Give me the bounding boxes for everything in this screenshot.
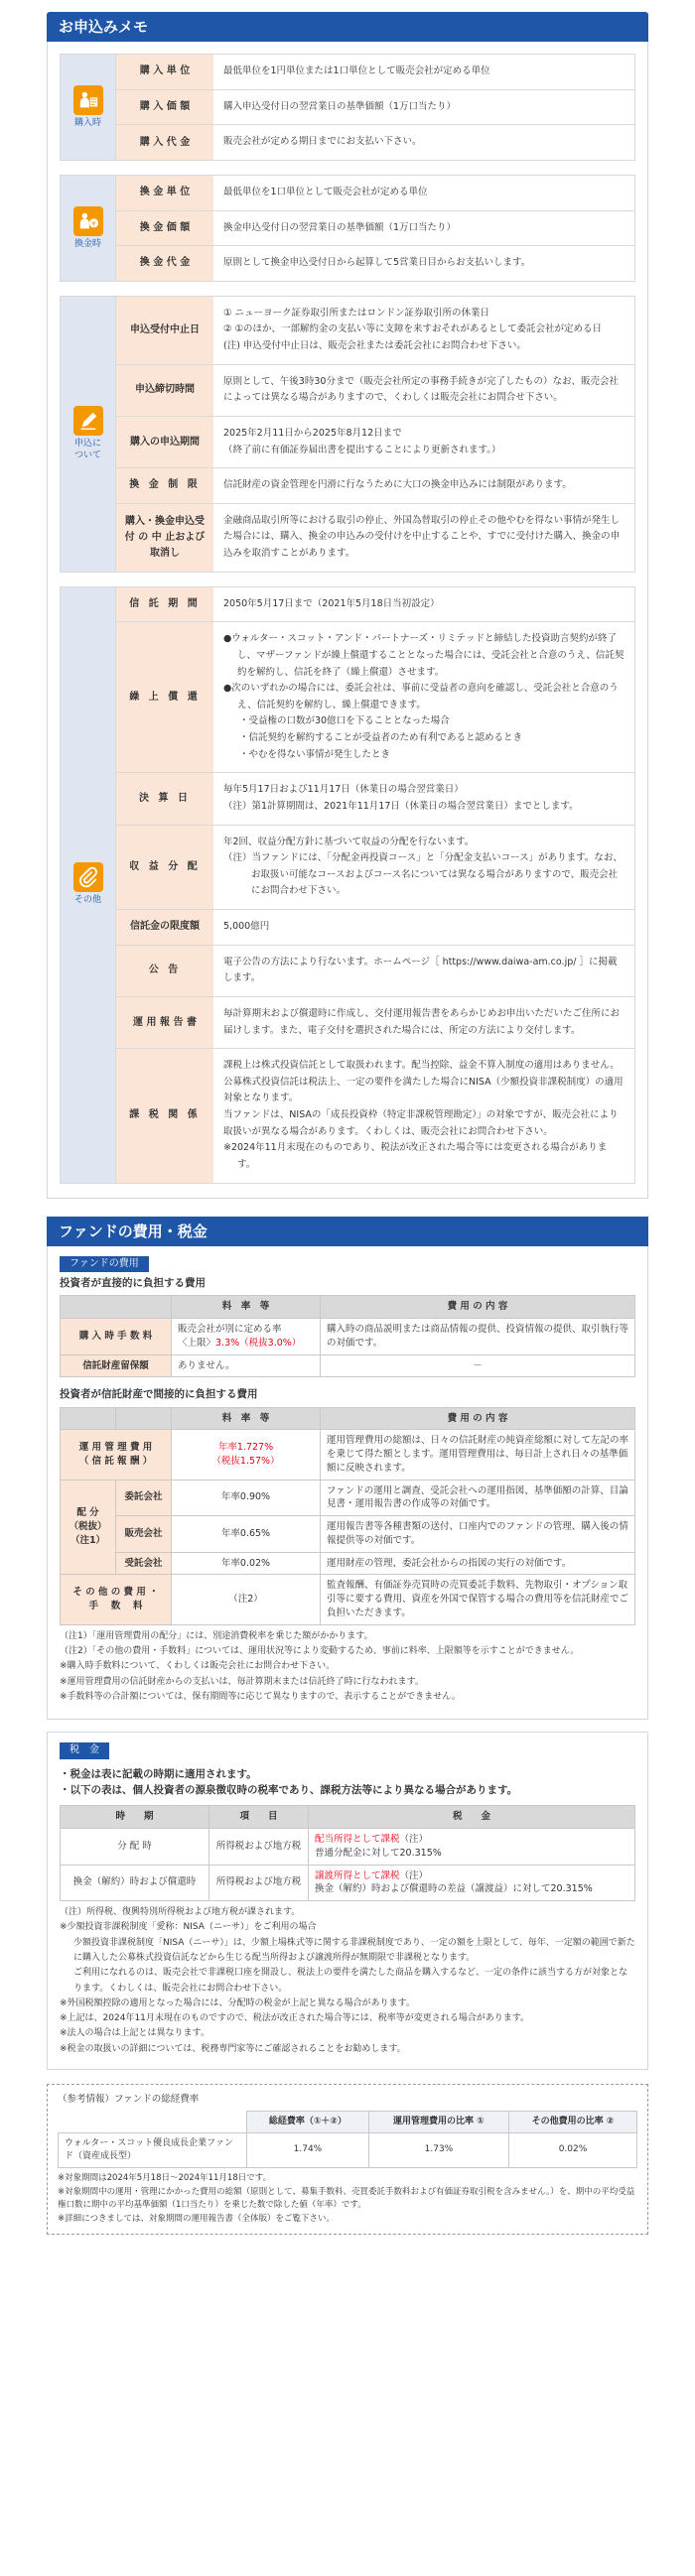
apply-group xyxy=(60,296,635,573)
period-row: 購入の申込期間 2025年2月11日から2025年8月12日まで （終了前に有価証券届出書を提出することにより更新されます。） xyxy=(116,417,634,468)
reference-box xyxy=(47,2084,648,2235)
purchase-row: 購 入 代 金 販売会社が定める期日までにお支払い下さい。 xyxy=(116,125,634,160)
fees-title: ファンドの費用・税金 xyxy=(47,1217,648,1246)
other-label: その他 xyxy=(73,895,101,906)
pen-icon xyxy=(73,406,103,436)
reference-notes: ※対象期間は2024年5月18日～2024年11月18日です。 ※対象期間中の運用・管理にかかった費用の総額（原則として、募集手数料、売買委託手数料および有価証券取引税を含みません。）を、期中の平均受益権口数に期中の平均基準価額（1口当たり）を乗じた数で除した値（年率）です。 ※詳細につきましては、対象期間の運用報告書（全体版）をご覧下さい。 xyxy=(58,2172,635,2224)
tax-notes: （注）所得税、復興特別所得税および地方税が課されます。 ※少額投資非課税制度「愛称：NISA（ニーサ）」をご利用の場合 少額投資非課税制度「NISA（ニーサ）」は、少額上場株式等に関する非課税制度であり、一定の額を上限として、毎年、一定額の範囲で新たに購入した公募株式投資信託などから生じる配当所得および譲渡所得が無期限で非課税となります。 ご利用になれるのは、販売会社で非課税口座を開設し、税法上の要件を満たした商品を購入するなど、一定の条件に該当する方が対象となります。くわしくは、販売会社にお問合わせ下さい。 ※外国税額控除の適用となった場合には、分配時の税金が上記と異なる場合があります。 ※上記は、2024年11月末現在のものですので、税法が改正された場合等には、税率等が変更される場合があります。 ※法人の場合は上記とは異なります。 ※税金の取扱いの詳細については、税務専門家等にご確認されることをお勧めします。 xyxy=(60,1907,635,2054)
limit-row: 換 金 制 限 信託財産の資金管理を円滑に行なうために大口の換金申込みには制限があります。 xyxy=(116,468,634,504)
fees-notes: （注1）「運用管理費用の配分」には、別途消費税率を乗じた額がかかります。 （注2）「その他の費用・手数料」については、運用状況等により変動するため、事前に料率、上限額等を示すことができません。 ※購入時手数料について、くわしくは販売会社にお問合わせ下さい。 ※運用管理費用の信託財産からの支払いは、毎計算期末または信託終了時に行なわれます。 ※手数料等の合計額については、保有期間等に応じて異なりますので、表示することができません。 xyxy=(60,1630,580,1702)
other-group xyxy=(60,586,635,1184)
tax-tag: 税 金 xyxy=(60,1742,109,1759)
table-row: 販売会社 年率0.65% 運用報告書等各種書類の送付、口座内でのファンドの管理、購入後の情報提供等の対価です。 xyxy=(61,1516,635,1553)
apply-label: 申込に ついて xyxy=(73,439,101,460)
suspend-row: 申込受付中止日 ① ニューヨーク証券取引所またはロンドン証券取引所の休業日 ② ①のほか、一部解約金の支払い等に支障を来すおそれがあるとして委託会社が定める日 (注) 申込受付中止日は、販売会社または委託会社にお問合わせ下さい。 xyxy=(116,297,634,365)
term-row: 信 託 期 間 2050年5月17日まで（2021年5月18日当初設定） xyxy=(116,587,634,623)
memo-title: お申込みメモ xyxy=(47,12,648,42)
table-row: 信託財産留保額 ありません。 － xyxy=(61,1354,635,1377)
redeem-group xyxy=(60,175,635,282)
direct-fees-title: 投資者が直接的に負担する費用 xyxy=(60,1277,206,1289)
redeem-row: 換 金 価 額 換金申込受付日の翌営業日の基準価額（1万口当たり） xyxy=(116,211,634,247)
reference-title: （参考情報）ファンドの総経費率 xyxy=(58,2094,200,2106)
report-row: 運 用 報 告 書 毎計算期末および償還時に作成し、交付運用報告書をあらかじめお申出いただいたご住所にお届けします。また、電子交付を選択された場合には、所定の方法により交付します。 xyxy=(116,997,634,1049)
distribution-row: 収 益 分 配 年2回、収益分配方針に基づいて収益の分配を行ないます。 （注）当ファンドには、「分配金再投資コース」と「分配金支払いコース」があります。なお、お取扱い可能なコースおよびコース名については異なる場合がありますので、販売会社にお問合わせ下さい。 xyxy=(116,826,634,911)
redeem-row: 換 金 単 位 最低単位を1口単位として販売会社が定める単位 xyxy=(116,176,634,211)
table-row: 分 配 時 所得税および地方税 配当所得として課税（注） 普通分配金に対して20.315% xyxy=(61,1829,635,1866)
table-row: 換金（解約）時および償還時 所得税および地方税 譲渡所得として課税（注） 換金（解約）時および償還時の差益（譲渡益）に対して20.315% xyxy=(61,1865,635,1901)
notice-row: 公 告 電子公告の方法により行ないます。ホームページ［ https://www.daiwa-am.co.jp/ ］に掲載します。 xyxy=(116,946,634,997)
purchase-group xyxy=(60,54,635,161)
svg-text:¥: ¥ xyxy=(90,219,96,228)
tax-table: 時 期 項 目 税 金 分 配 時 所得税および地方税 配当所得として課税（注） 普通分配金に対して20.315% 換金（解約）時および償還時 所得税および地方税 譲渡所得として課税（注） 換金（解約）時および償還時の差益（譲渡益）に対して20.315% xyxy=(60,1805,635,1901)
redeem-label: 換金時 xyxy=(73,238,101,249)
fees-tag: ファンドの費用 xyxy=(60,1256,149,1273)
tax-section: 税 金 ・税金は表に記載の時期に適用されます。 ・以下の表は、個人投資者の源泉徴収時の税率であり、課税方法等により異なる場合があります。 時 期 項 目 税 金 分 配 時 所得税および地方税 配当所得として課税（注） 普通分配金に対して20.315% 換金（解約）時および償還時 所得税および地方税 譲渡所得として課税（注） 換金（解約）時および償還時の差益（譲渡益）に対して20.315% （注）所得税、復興特別所得税および地方税が課されます。 ※少額投資非課税制度「愛称：NISA（ニーサ）」をご利用の場合 少額投資非課税制度「NISA（ニーサ）」は、少額上場株式等に関する非課税制度であり、一定の額を上限として、毎年、一定額の範囲で新たに購入した公募株式投資信託などから生じる配当所得および譲渡所得が無期限で非課税となります。 ご利用になれるのは、販売会社で非課税口座を開設し、税法上の要件を満たした商品を購入するなど、一定の条件に該当する方が対象となります。くわしくは、販売会社にお問合わせ下さい。 ※外国税額控除の適用となった場合には、分配時の税金が上記と異なる場合があります。 ※上記は、2024年11月末現在のものですので、税法が改正された場合等には、税率等が変更される場合があります。 ※法人の場合は上記とは異なります。 ※税金の取扱いの詳細については、税務専門家等にご確認されることをお勧めします。 xyxy=(47,1732,648,2070)
redeem-row: 換 金 代 金 原則として換金申込受付日から起算して5営業日目からお支払いします。 xyxy=(116,246,634,281)
indirect-fees-table: 料 率 等 費 用 の 内 容 運 用 管 理 費 用 （ 信 託 報 酬 ） 年率1.727% （税抜1.57%） 運用管理費用の総額は、日々の信託財産の純資産総額に対して左記の率を乗じて得た額とします。運用管理費用は、毎日計上され日々の基準価額に反映されます。 配 分 （税抜） （注1） 委託会社 年率0.90% ファンドの運用と調査、受託会社への運用指図、基準価額の計算、目論見書・運用報告書の作成等の対価です。 販売会社 年率0.65% 運用報告書等各種書類の送付、口座内でのファンドの管理、購入後の情報提供等の対価です。 受託会社 年率0.02% 運用財産の管理、委託会社からの指図の実行の対価です。 そ の 他 の 費 用 ・ 手 数 料 （注2） 監査報酬、有価証券売買時の売買委託手数料、先物取引・オプション取引等に要する費用、資産を外国で保管する場合の費用等を信託財産でご負担いただきます。 xyxy=(60,1407,635,1625)
purchase-row: 購 入 価 額 購入申込受付日の翌営業日の基準価額（1万口当たり） xyxy=(116,90,634,126)
redeem-icon xyxy=(73,206,103,236)
direct-fees-table: 料 率 等 費 用 の 内 容 購 入 時 手 数 料 販売会社が別に定める率 〈上限〉3.3%（税抜3.0%） 購入時の商品説明または商品情報の提供、投資情報の提供、取引執行等の対価です。 信託財産留保額 ありません。 － xyxy=(60,1295,635,1377)
table-row: 運 用 管 理 費 用 （ 信 託 報 酬 ） 年率1.727% （税抜1.57%） 運用管理費用の総額は、日々の信託財産の純資産総額に対して左記の率を乗じて得た額とします。運用管理費用は、毎日計上され日々の基準価額に反映されます。 xyxy=(61,1430,635,1480)
purchase-icon xyxy=(73,85,103,115)
early-redemption-row: 繰 上 償 還 ●ウォルター・スコット・アンド・パートナーズ・リミテッドと締結した投資助言契約が終了し、マザーファンドが繰上償還することとなった場合には、受託会社と合意のうえ、信託契約を解約し、信託を終了（繰上償還）させます。 ●次のいずれかの場合には、委託会社は、事前に受益者の意向を確認し、受託会社と合意のうえ、信託契約を解約し、繰上償還できます。 ・受益権の口数が30億口を下ることとなった場合 ・信託契約を解約することが受益者のため有利であると認めるとき ・やむを得ない事情が発生したとき xyxy=(116,622,634,773)
paperclip-icon xyxy=(73,862,103,892)
table-row: 配 分 （税抜） （注1） 委託会社 年率0.90% ファンドの運用と調査、受託会社への運用指図、基準価額の計算、目論見書・運用報告書の作成等の対価です。 xyxy=(61,1480,635,1516)
expense-ratio-table: 総経費率（①＋②） 運用管理費用の比率 ① その他費用の比率 ② ウォルター・スコット優良成長企業ファンド（資産成長型） 1.74% 1.73% 0.02% xyxy=(58,2111,637,2168)
indirect-fees-title: 投資者が信託財産で間接的に負担する費用 xyxy=(60,1388,258,1401)
settlement-row: 決 算 日 毎年5月17日および11月17日（休業日の場合翌営業日） （注）第1計算期間は、2021年11月17日（休業日の場合翌営業日）までとします。 xyxy=(116,773,634,825)
purchase-label: 購入時 xyxy=(73,117,101,128)
deadline-row: 申込締切時間 原則として、午後3時30分まで（販売会社所定の事務手続きが完了したもの）なお、販売会社によっては異なる場合がありますので、くわしくは販売会社にお問合せ下さい。 xyxy=(116,365,634,417)
table-row: 受託会社 年率0.02% 運用財産の管理、委託会社からの指図の実行の対価です。 xyxy=(61,1552,635,1575)
memo-section xyxy=(47,42,648,1199)
table-row: 購 入 時 手 数 料 販売会社が別に定める率 〈上限〉3.3%（税抜3.0%） 購入時の商品説明または商品情報の提供、投資情報の提供、取引執行等の対価です。 xyxy=(61,1318,635,1354)
table-row: そ の 他 の 費 用 ・ 手 数 料 （注2） 監査報酬、有価証券売買時の売買委託手数料、先物取引・オプション取引等に要する費用、資産を外国で保管する場合の費用等を信託財産でご負担いただきます。 xyxy=(61,1575,635,1624)
table-row: ウォルター・スコット優良成長企業ファンド（資産成長型） 1.74% 1.73% 0.02% xyxy=(59,2132,637,2167)
purchase-row: 購 入 単 位 最低単位を1円単位または1口単位として販売会社が定める単位 xyxy=(116,55,634,90)
cap-row: 信託金の限度額 5,000億円 xyxy=(116,910,634,946)
fees-section xyxy=(47,1246,648,1721)
cancel-row: 購入・換金申込受 付 の 中 止および取消し 金融商品取引所等における取引の停止、外国為替取引の停止その他やむを得ない事情が発生した場合には、購入、換金の申込みの受付けを中止することや、すでに受付けた購入、換金の申込みを取消すことがあります。 xyxy=(116,504,634,572)
taxation-row: 課 税 関 係 課税上は株式投資信託として取扱われます。配当控除、益金不算入制度の適用はありません。 公募株式投資信託は税法上、一定の要件を満たした場合にNISA（少額投資非課税制度）の適用対象となります。 当ファンドは、NISAの「成長投資枠（特定非課税管理勘定）」の対象ですが、販売会社により取扱いが異なる場合があります。くわしくは、販売会社にお問合わせ下さい。 ※2024年11月末現在のものであり、税法が改正された場合等には変更される場合があります。 xyxy=(116,1049,634,1182)
